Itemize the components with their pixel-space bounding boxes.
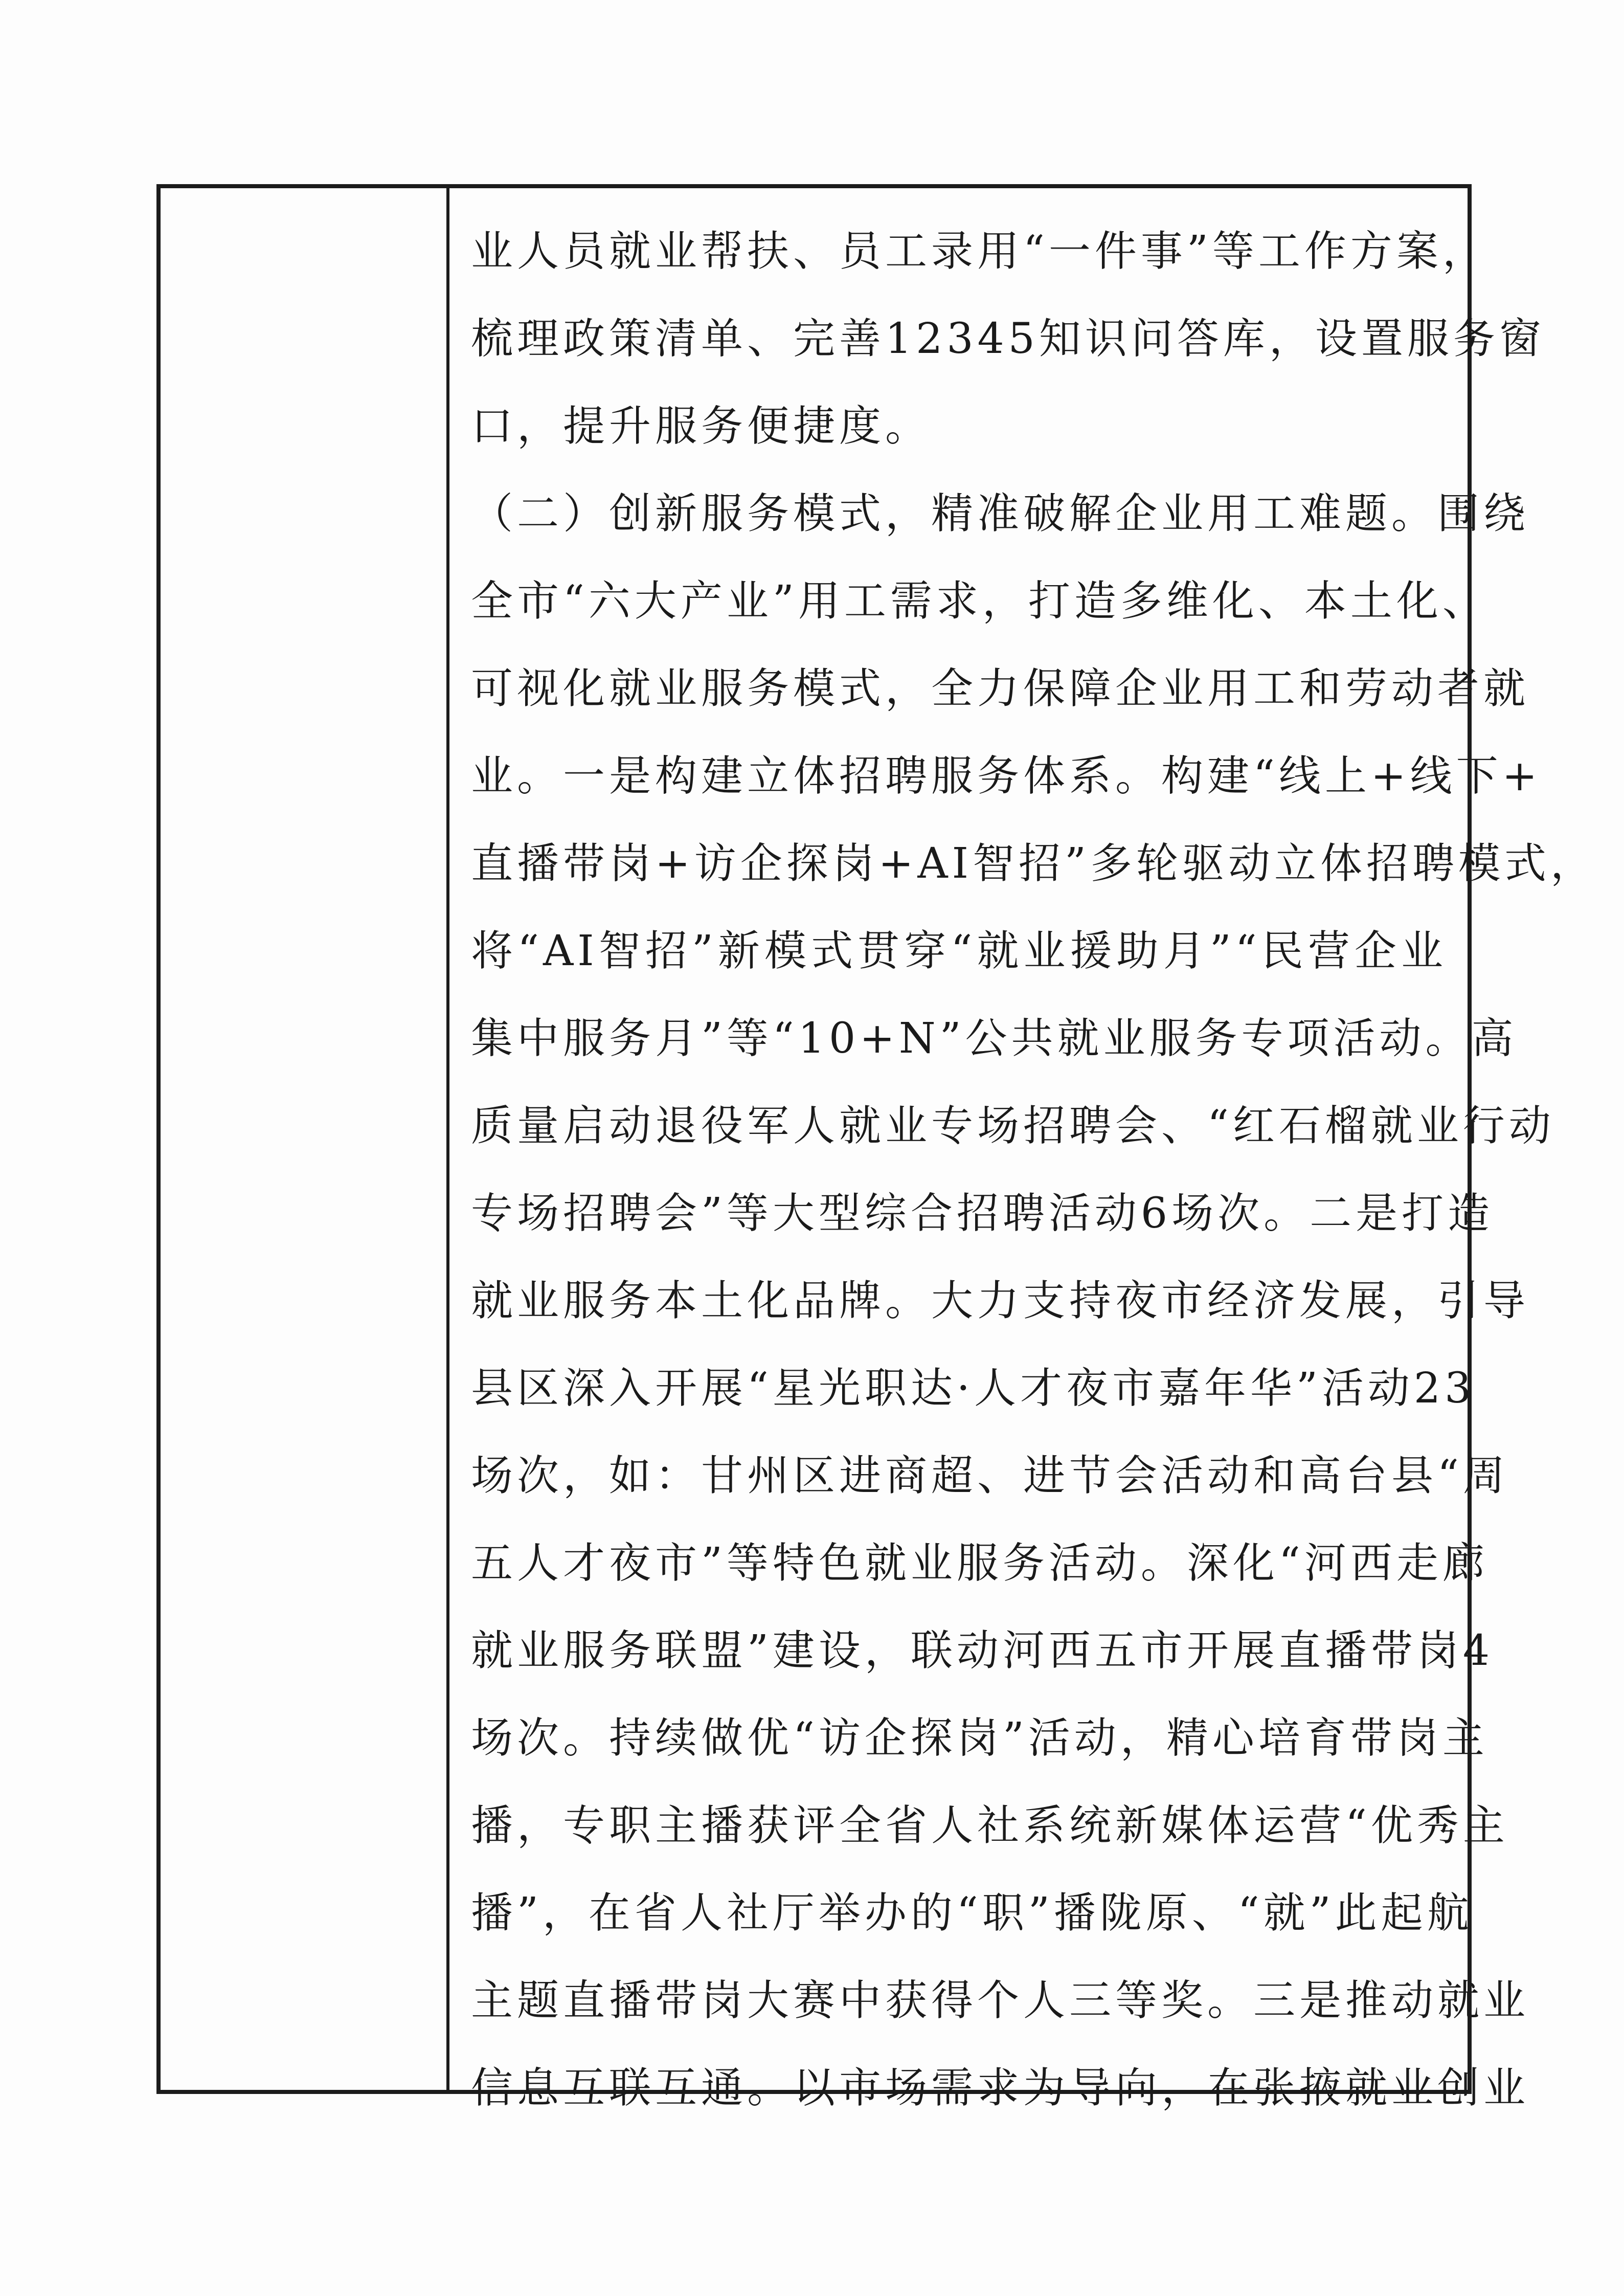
text-line: 场次，如：甘州区进商超、进节会活动和高台县“周 [471,1452,1509,1500]
text-line: 集中服务月”等“10+N”公共就业服务专项活动。高 [471,1014,1518,1063]
text-line: 播”，在省人社厅举办的“职”播陇原、“就”此起航 [471,1889,1473,1937]
text-line: 业。一是构建立体招聘服务体系。构建“线上+线下+ [471,752,1542,800]
text-line: 就业服务联盟”建设，联动河西五市开展直播带岗4 [471,1626,1494,1675]
text-line: 播，专职主播获评全省人社系统新媒体运营“优秀主 [471,1801,1509,1850]
table-left-cell [161,188,449,2090]
text-line: 将“AI智招”新模式贯穿“就业援助月”“民营企业 [471,927,1447,975]
text-line: 可视化就业服务模式，全力保障企业用工和劳动者就 [471,664,1530,713]
text-line: 场次。持续做优“访企探岗”活动，精心培育带岗主 [471,1714,1488,1763]
text-line: 业人员就业帮扶、员工录用“一件事”等工作方案， [471,227,1488,276]
document-table [156,184,1596,2112]
text-line: 梳理政策清单、完善12345知识问答库，设置服务窗 [471,315,1545,363]
text-line: （二）创新服务模式，精准破解企业用工难题。围绕 [471,489,1530,538]
text-line: 主题直播带岗大赛中获得个人三等奖。三是推动就业 [471,1976,1530,2025]
text-line: 直播带岗+访企探岗+AI智招”多轮驱动立体招聘模式， [471,839,1596,888]
table-right-cell [449,188,1596,2112]
text-line: 全市“六大产业”用工需求，打造多维化、本土化、 [471,577,1488,626]
text-line: 质量启动退役军人就业专场招聘会、“红石榴就业行动 [471,1102,1555,1150]
text-line: 信息互联互通。以市场需求为导向，在张掖就业创业 [471,2064,1530,2112]
text-line: 专场招聘会”等大型综合招聘活动6场次。二是打造 [471,1189,1494,1238]
text-line: 口，提升服务便捷度。 [471,402,932,451]
text-line: 五人才夜市”等特色就业服务活动。深化“河西走廊 [471,1539,1488,1588]
text-line: 县区深入开展“星光职达·人才夜市嘉年华”活动23 [471,1364,1476,1413]
text-line: 就业服务本土化品牌。大力支持夜市经济发展，引导 [471,1277,1530,1325]
